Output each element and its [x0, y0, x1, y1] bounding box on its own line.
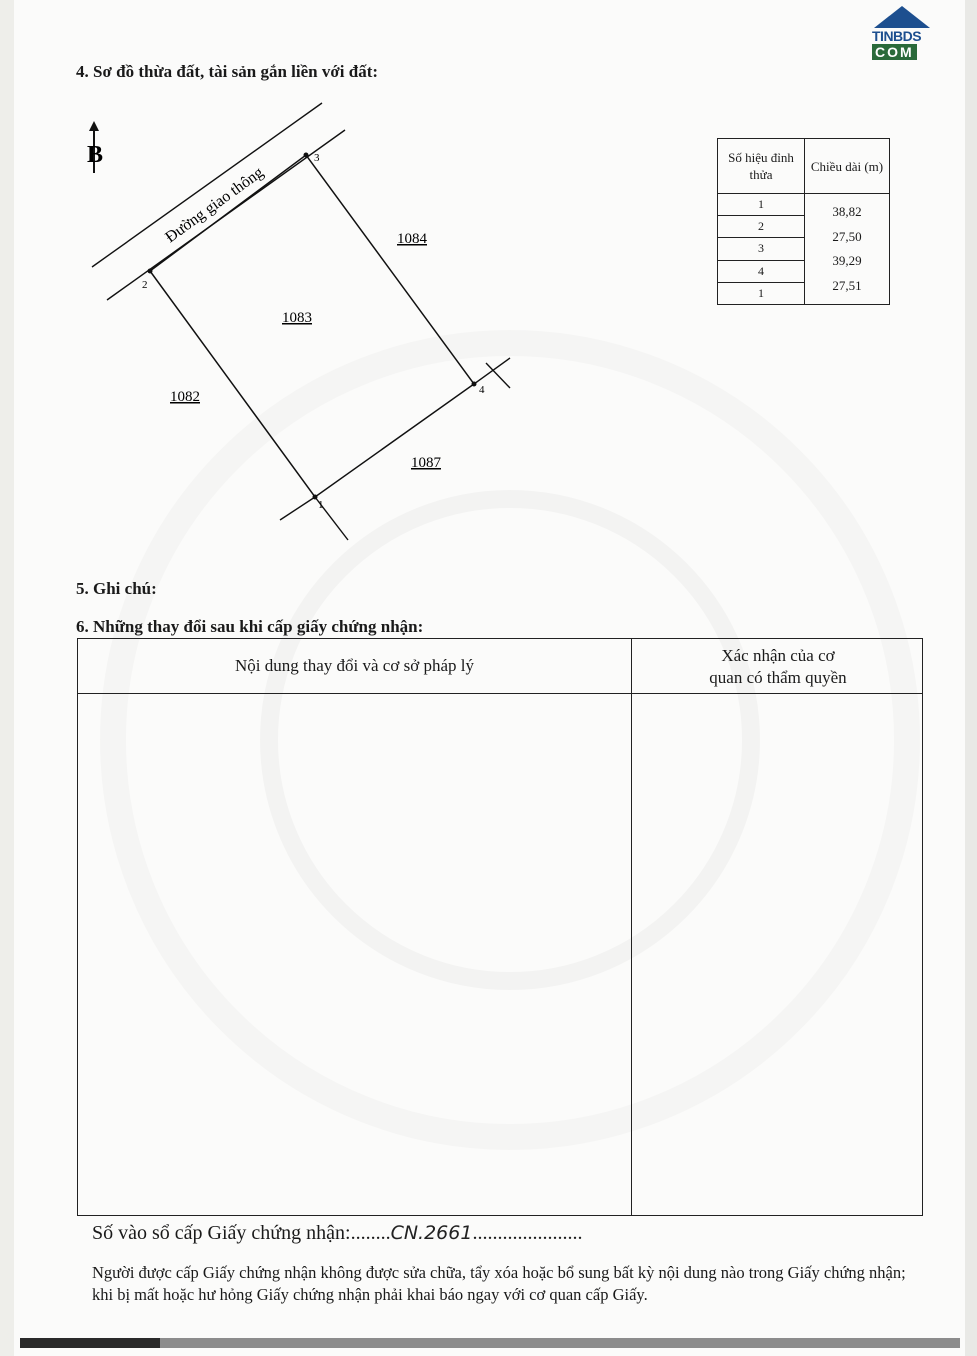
vertex-point — [313, 495, 318, 500]
parcel-number-1087: 1087 — [411, 455, 441, 471]
scan-bottom-bar — [160, 1338, 960, 1348]
vertex-label-1: 1 — [318, 499, 324, 511]
dims-header-length: Chiều dài (m) — [805, 139, 890, 194]
confirmation-header-line1: Xác nhận của cơ — [721, 646, 835, 665]
site-logo — [868, 4, 932, 62]
section-5-title: 5. Ghi chú: — [76, 579, 157, 598]
vertex-point — [148, 269, 153, 274]
page-left-edge — [0, 0, 14, 1356]
length-value: 27,50 — [832, 228, 862, 244]
vertex-point — [304, 153, 309, 158]
column-divider — [631, 639, 632, 1215]
vertex-label-2: 2 — [142, 279, 148, 291]
vertex-label-4: 4 — [479, 384, 485, 396]
parcel-number-1083: 1083 — [282, 310, 312, 326]
road-edge-line — [92, 103, 322, 267]
changes-header-content: Nội dung thay đổi và cơ sở pháp lý — [235, 656, 474, 675]
header-divider — [78, 693, 922, 694]
registration-dots: ...................... — [472, 1222, 583, 1244]
changes-header-confirmation — [633, 645, 923, 689]
notice-text: Người được cấp Giấy chứng nhận không được sửa chữa, tẩy xóa hoặc bổ sung bất kỳ nội dung nào trong Giấy chứng nhận; khi bị mất hoặc hư hỏng Giấy chứng nhận phải khai báo ngay với cơ quan cấp Giấy. — [92, 1263, 906, 1304]
registration-dots: ........ — [350, 1222, 391, 1244]
boundary-tick — [474, 358, 510, 384]
vertex-cell: 4 — [718, 260, 805, 282]
vertex-cell: 2 — [718, 216, 805, 238]
parcel-number-1082: 1082 — [170, 389, 200, 405]
page-right-edge — [965, 0, 977, 1356]
logo-bottom-text: COM — [872, 44, 917, 60]
vertex-label-3: 3 — [314, 152, 320, 164]
house-icon — [868, 4, 932, 30]
parcel-map — [70, 95, 540, 555]
vertex-cell: 1 — [718, 282, 805, 304]
section-6-title: 6. Những thay đổi sau khi cấp giấy chứng nhận: — [76, 617, 424, 636]
logo-top-text: TINBDS — [872, 28, 922, 44]
confirmation-header-line2: quan có thẩm quyền — [709, 668, 847, 687]
registration-line — [92, 1222, 582, 1245]
north-label: B — [87, 142, 104, 168]
north-arrow — [87, 121, 103, 173]
changes-table — [77, 638, 923, 1216]
vertex-cell: 3 — [718, 238, 805, 260]
dims-header-vertex: Số hiệu đỉnh thửa — [718, 139, 805, 194]
road-label: Đường giao thông — [162, 163, 267, 247]
registration-number: CN.2661 — [390, 1222, 473, 1244]
section-4-title: 4. Sơ đồ thừa đất, tài sản gắn liền với đất: — [76, 62, 379, 81]
lengths-cell — [805, 194, 890, 305]
length-value: 38,82 — [832, 204, 862, 220]
length-value: 39,29 — [832, 253, 862, 269]
boundary-tick — [280, 497, 315, 520]
parcel-number-1084: 1084 — [397, 231, 427, 247]
dimensions-table — [717, 138, 890, 305]
registration-label: Số vào sổ cấp Giấy chứng nhận: — [92, 1222, 351, 1244]
vertex-point — [472, 382, 477, 387]
length-value: 27,51 — [832, 277, 862, 293]
vertex-cell: 1 — [718, 194, 805, 216]
